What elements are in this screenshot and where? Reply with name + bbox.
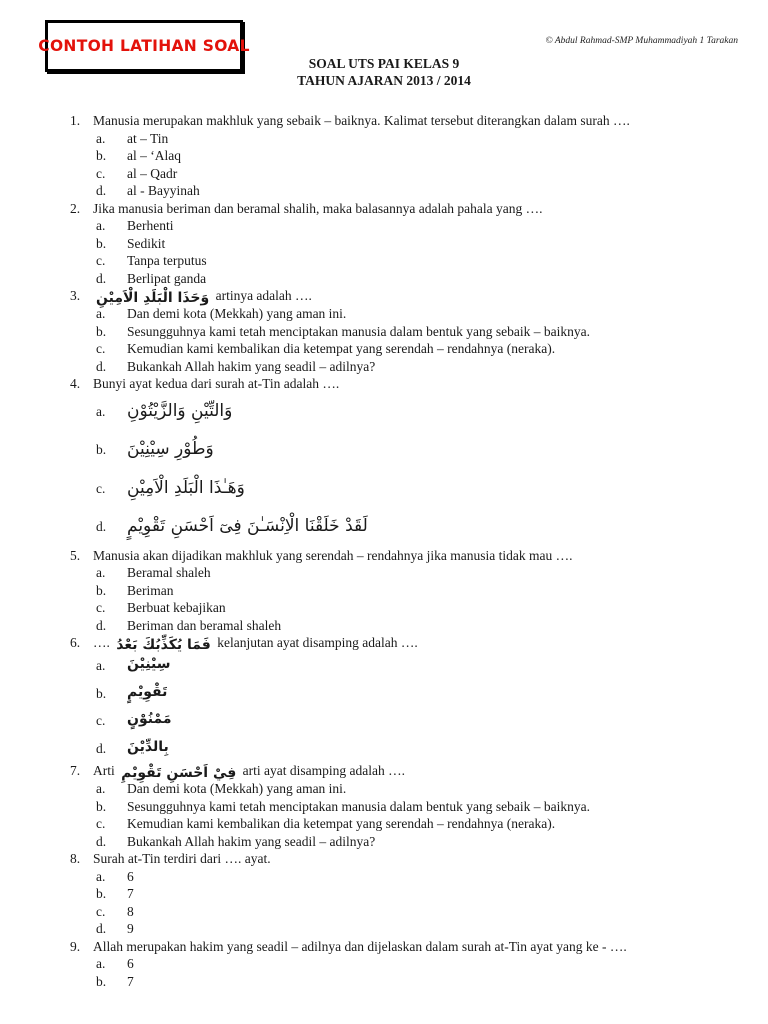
question-body <box>93 547 740 635</box>
options-group <box>93 217 740 287</box>
option-text: 6 <box>127 868 134 884</box>
option-text: Tanpa terputus <box>127 253 207 268</box>
options-group <box>93 652 740 762</box>
question-number: 4. <box>70 376 81 391</box>
option-text: Beramal shaleh <box>127 565 211 580</box>
option-text: Berlipat ganda <box>127 270 207 286</box>
option-letter: c. <box>96 816 106 831</box>
question-text: وَحَذَا الْبَلَدِ الْاَمِيْنِ artinya adalah …. <box>96 288 312 306</box>
option-letter: a. <box>96 403 106 419</box>
option-text: Sesungguhnya kami tetah menciptakan manusia dalam bentuk yang sebaik – baiknya. <box>127 798 591 814</box>
options-group <box>93 130 740 200</box>
option-text: بِالدِّيْنَ <box>127 738 169 755</box>
answer-option <box>93 617 740 635</box>
question-number: 1. <box>70 113 81 128</box>
option-text: Bukankah Allah hakim yang seadil – adilnya? <box>127 833 376 849</box>
option-letter: b. <box>96 685 107 701</box>
question-body <box>93 112 740 200</box>
answer-option <box>93 217 740 235</box>
answer-option <box>93 235 740 253</box>
answer-option <box>93 431 740 470</box>
option-text: al – ‘Alaq <box>127 148 181 163</box>
option-letter: a. <box>96 781 106 796</box>
options-group <box>93 564 740 634</box>
answer-option <box>93 903 740 921</box>
question-number: 6. <box>70 635 81 650</box>
answer-option <box>93 564 740 582</box>
option-letter: a. <box>96 130 106 146</box>
question-item <box>70 634 740 762</box>
question-item <box>70 762 740 850</box>
option-letter: a. <box>96 956 106 971</box>
option-text: 9 <box>127 921 134 936</box>
option-letter: b. <box>96 886 107 901</box>
question-item <box>70 375 740 547</box>
option-text: 7 <box>127 886 134 901</box>
option-text: 7 <box>127 973 134 989</box>
answer-option <box>93 735 740 763</box>
option-letter: d. <box>96 833 107 849</box>
answer-option <box>93 599 740 617</box>
answer-option <box>93 955 740 973</box>
option-letter: c. <box>96 165 106 181</box>
option-letter: d. <box>96 921 107 936</box>
answer-option <box>93 780 740 798</box>
option-text: Kemudian kami kembalikan dia ketempat yang serendah – rendahnya (neraka). <box>127 341 556 356</box>
option-letter: d. <box>96 183 107 198</box>
question-text: Arti فِيْ اَحْسَنِ تَقْوِيْمِ arti ayat disamping adalah …. <box>93 763 405 781</box>
answer-option <box>93 680 740 708</box>
option-letter: a. <box>96 868 106 884</box>
question-item <box>70 938 740 991</box>
option-letter: d. <box>96 740 107 756</box>
option-letter: d. <box>96 519 107 534</box>
option-text: 8 <box>127 903 134 919</box>
answer-option <box>93 885 740 903</box>
option-text: مَمْنُوْنٍ <box>127 711 172 727</box>
question-number: 7. <box>70 763 81 778</box>
question-item <box>70 850 740 938</box>
option-letter: b. <box>96 798 107 814</box>
answer-option <box>93 305 740 323</box>
question-number: 9. <box>70 938 81 954</box>
option-letter: b. <box>96 235 107 251</box>
question-body <box>93 287 740 375</box>
option-text: Dan demi kota (Mekkah) yang aman ini. <box>127 306 347 321</box>
option-letter: b. <box>96 582 107 598</box>
options-group <box>93 955 740 990</box>
answer-option <box>93 973 740 991</box>
answer-option <box>93 130 740 148</box>
question-number: 8. <box>70 851 81 866</box>
answer-option <box>93 652 740 680</box>
question-body <box>93 938 740 991</box>
option-text: at – Tin <box>127 130 169 146</box>
option-text: al - Bayyinah <box>127 183 200 198</box>
question-body <box>93 375 740 547</box>
option-text: وَهَـٰذَا الْبَلَدِ الْاَمِيْنِ <box>127 477 245 498</box>
question-number: 3. <box>70 288 81 303</box>
answer-option <box>93 508 740 547</box>
option-letter: a. <box>96 565 106 580</box>
question-text: Surah at-Tin terdiri dari …. ayat. <box>93 851 271 866</box>
option-text: وَطُوْرِ سِيْنِيْنَ <box>127 439 214 459</box>
option-text: Beriman <box>127 582 174 598</box>
option-letter: d. <box>96 270 107 286</box>
answer-option <box>93 815 740 833</box>
question-item <box>70 200 740 288</box>
option-letter: b. <box>96 148 107 163</box>
answer-option <box>93 470 740 509</box>
answer-option <box>93 358 740 376</box>
question-number: 2. <box>70 200 81 216</box>
question-item <box>70 112 740 200</box>
options-group <box>93 393 740 547</box>
option-text: سِيْنِيْنَ <box>127 656 171 672</box>
question-body <box>93 850 740 938</box>
question-item <box>70 287 740 375</box>
answer-option <box>93 920 740 938</box>
question-text: …. فَمَا يُكَذِّبُكَ بَعْدُ kelanjutan ayat disamping adalah …. <box>93 635 418 653</box>
option-letter: d. <box>96 617 107 633</box>
question-text: Manusia akan dijadikan makhluk yang serendah – rendahnya jika manusia tidak mau …. <box>93 547 573 563</box>
answer-option <box>93 270 740 288</box>
answer-option <box>93 165 740 183</box>
option-letter: a. <box>96 306 106 321</box>
question-item <box>70 547 740 635</box>
answer-option <box>93 182 740 200</box>
question-body <box>93 200 740 288</box>
option-letter: d. <box>96 358 107 374</box>
option-text: Berhenti <box>127 218 174 233</box>
copyright-text: © Abdul Rahmad-SMP Muhammadiyah 1 Tarakan <box>545 36 738 46</box>
answer-option <box>93 323 740 341</box>
answer-option <box>93 147 740 165</box>
options-group <box>93 868 740 938</box>
answer-option <box>93 252 740 270</box>
question-text: Allah merupakan hakim yang seadil – adilnya dan dijelaskan dalam surah at-Tin ayat yang ke - …. <box>93 938 627 954</box>
option-letter: c. <box>96 480 106 496</box>
title-line-2: TAHUN AJARAN 2013 / 2014 <box>297 72 471 88</box>
option-text: تَقْوِيْمٍ <box>127 683 168 700</box>
option-text: Beriman dan beramal shaleh <box>127 617 282 633</box>
option-text: وَالتِّيْنِ وَالزَّيْتُوْنِ <box>127 400 233 421</box>
answer-option <box>93 393 740 432</box>
question-body <box>93 762 740 850</box>
badge-label: CONTOH LATIHAN SOAL <box>38 36 250 56</box>
option-text: 6 <box>127 956 134 971</box>
option-text: لَقَدْ خَلَقْنَا الْاِنْسَـٰنَ فِىٓ اَحْسَنِ تَقْوِيْمٍ <box>127 516 368 536</box>
answer-option <box>93 582 740 600</box>
question-text: Jika manusia beriman dan beramal shalih, maka balasannya adalah pahala yang …. <box>93 200 543 216</box>
options-group <box>93 305 740 375</box>
option-letter: b. <box>96 442 107 457</box>
title-line-1: SOAL UTS PAI KELAS 9 <box>308 56 460 71</box>
document-header <box>0 0 768 110</box>
option-letter: b. <box>96 973 107 989</box>
option-letter: c. <box>96 600 106 615</box>
answer-option <box>93 833 740 851</box>
option-text: Sesungguhnya kami tetah menciptakan manusia dalam bentuk yang sebaik – baiknya. <box>127 323 591 339</box>
answer-option <box>93 868 740 886</box>
answer-option <box>93 798 740 816</box>
option-letter: c. <box>96 253 106 268</box>
answer-option <box>93 707 740 735</box>
option-letter: a. <box>96 658 106 673</box>
option-letter: c. <box>96 713 106 728</box>
option-text: Dan demi kota (Mekkah) yang aman ini. <box>127 781 347 796</box>
option-letter: b. <box>96 323 107 339</box>
options-group <box>93 780 740 850</box>
option-text: Berbuat kebajikan <box>127 600 226 615</box>
document-title <box>0 56 768 89</box>
option-letter: c. <box>96 341 106 356</box>
option-letter: c. <box>96 903 106 919</box>
option-text: Bukankah Allah hakim yang seadil – adilnya? <box>127 358 376 374</box>
option-text: Kemudian kami kembalikan dia ketempat yang serendah – rendahnya (neraka). <box>127 816 556 831</box>
question-body <box>93 634 740 762</box>
question-text: Manusia merupakan makhluk yang sebaik – baiknya. Kalimat tersebut diterangkan dalam surah …. <box>93 113 630 128</box>
question-number: 5. <box>70 547 81 563</box>
question-text: Bunyi ayat kedua dari surah at-Tin adalah …. <box>93 376 340 391</box>
question-list <box>70 112 740 990</box>
option-text: Sedikit <box>127 235 166 251</box>
answer-option <box>93 340 740 358</box>
option-text: al – Qadr <box>127 165 178 181</box>
option-letter: a. <box>96 218 106 233</box>
